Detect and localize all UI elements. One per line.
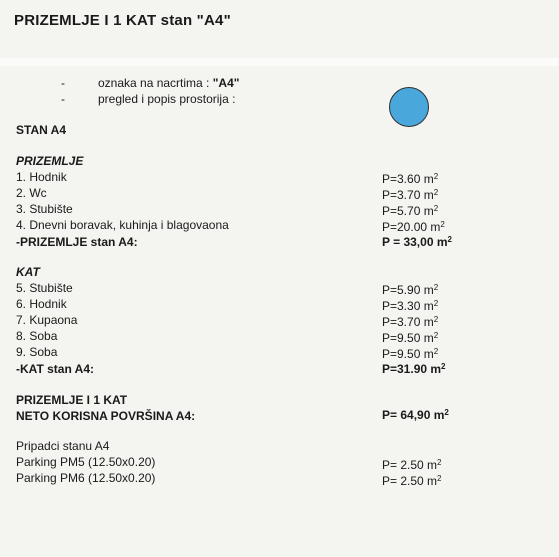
parking-name: Parking PM5 (12.50x0.20) <box>16 455 156 469</box>
stan-heading: STAN A4 <box>16 123 67 137</box>
drawing-label-line <box>98 76 239 90</box>
prizemlje-total-value: P = 33,00 $m^2$ <box>382 235 452 249</box>
room-name: 6. Hodnik <box>16 297 67 311</box>
parking-name: Parking PM6 (12.50x0.20) <box>16 471 156 485</box>
pripadci-heading: Pripadci stanu A4 <box>16 439 110 453</box>
room-name: 1. Hodnik <box>16 170 67 184</box>
room-name: 2. Wc <box>16 186 47 200</box>
bullet-dash: - <box>61 92 65 106</box>
kat-total-value: P=31.90 $m^2$ <box>382 362 446 376</box>
drawing-label: oznaka na nacrtima : <box>98 76 213 90</box>
room-area: P=9.50 $m^2$ <box>382 347 439 361</box>
parking-area: P= 2.50 $m^2$ <box>382 458 442 472</box>
parking-area: P= 2.50 $m^2$ <box>382 474 442 488</box>
prizemlje-total-label: -PRIZEMLJE stan A4: <box>16 235 138 249</box>
room-name: 5. Stubište <box>16 281 73 295</box>
room-name: 9. Soba <box>16 345 58 359</box>
room-area: P=3.70 $m^2$ <box>382 315 439 329</box>
drawing-label-value: "A4" <box>212 76 240 90</box>
document-title: PRIZEMLJE I 1 KAT stan "A4" <box>14 12 231 29</box>
room-area: P=20.00 $m^2$ <box>382 220 445 234</box>
neto-line2: NETO KORISNA POVRŠINA A4: <box>16 409 196 423</box>
room-list-intro: pregled i popis prostorija : <box>98 92 236 106</box>
room-area: P=3.30 $m^2$ <box>382 299 439 313</box>
neto-line1: PRIZEMLJE I 1 KAT <box>16 393 128 407</box>
scan-band <box>0 58 559 66</box>
prizemlje-heading: PRIZEMLJE <box>16 154 84 168</box>
room-area: P=3.60 $m^2$ <box>382 172 439 186</box>
neto-value: P= 64,90 $m^2$ <box>382 408 449 422</box>
room-area: P=5.90 $m^2$ <box>382 283 439 297</box>
room-name: 7. Kupaona <box>16 313 78 327</box>
room-name: 8. Soba <box>16 329 58 343</box>
room-area: P=9.50 $m^2$ <box>382 331 439 345</box>
room-name: 3. Stubište <box>16 202 73 216</box>
kat-heading: KAT <box>16 265 40 279</box>
blue-circle-marker <box>389 87 429 127</box>
room-name: 4. Dnevni boravak, kuhinja i blagovaona <box>16 218 229 232</box>
kat-total-label: -KAT stan A4: <box>16 362 94 376</box>
room-area: P=5.70 $m^2$ <box>382 204 439 218</box>
bullet-dash: - <box>61 76 65 90</box>
room-area: P=3.70 $m^2$ <box>382 188 439 202</box>
